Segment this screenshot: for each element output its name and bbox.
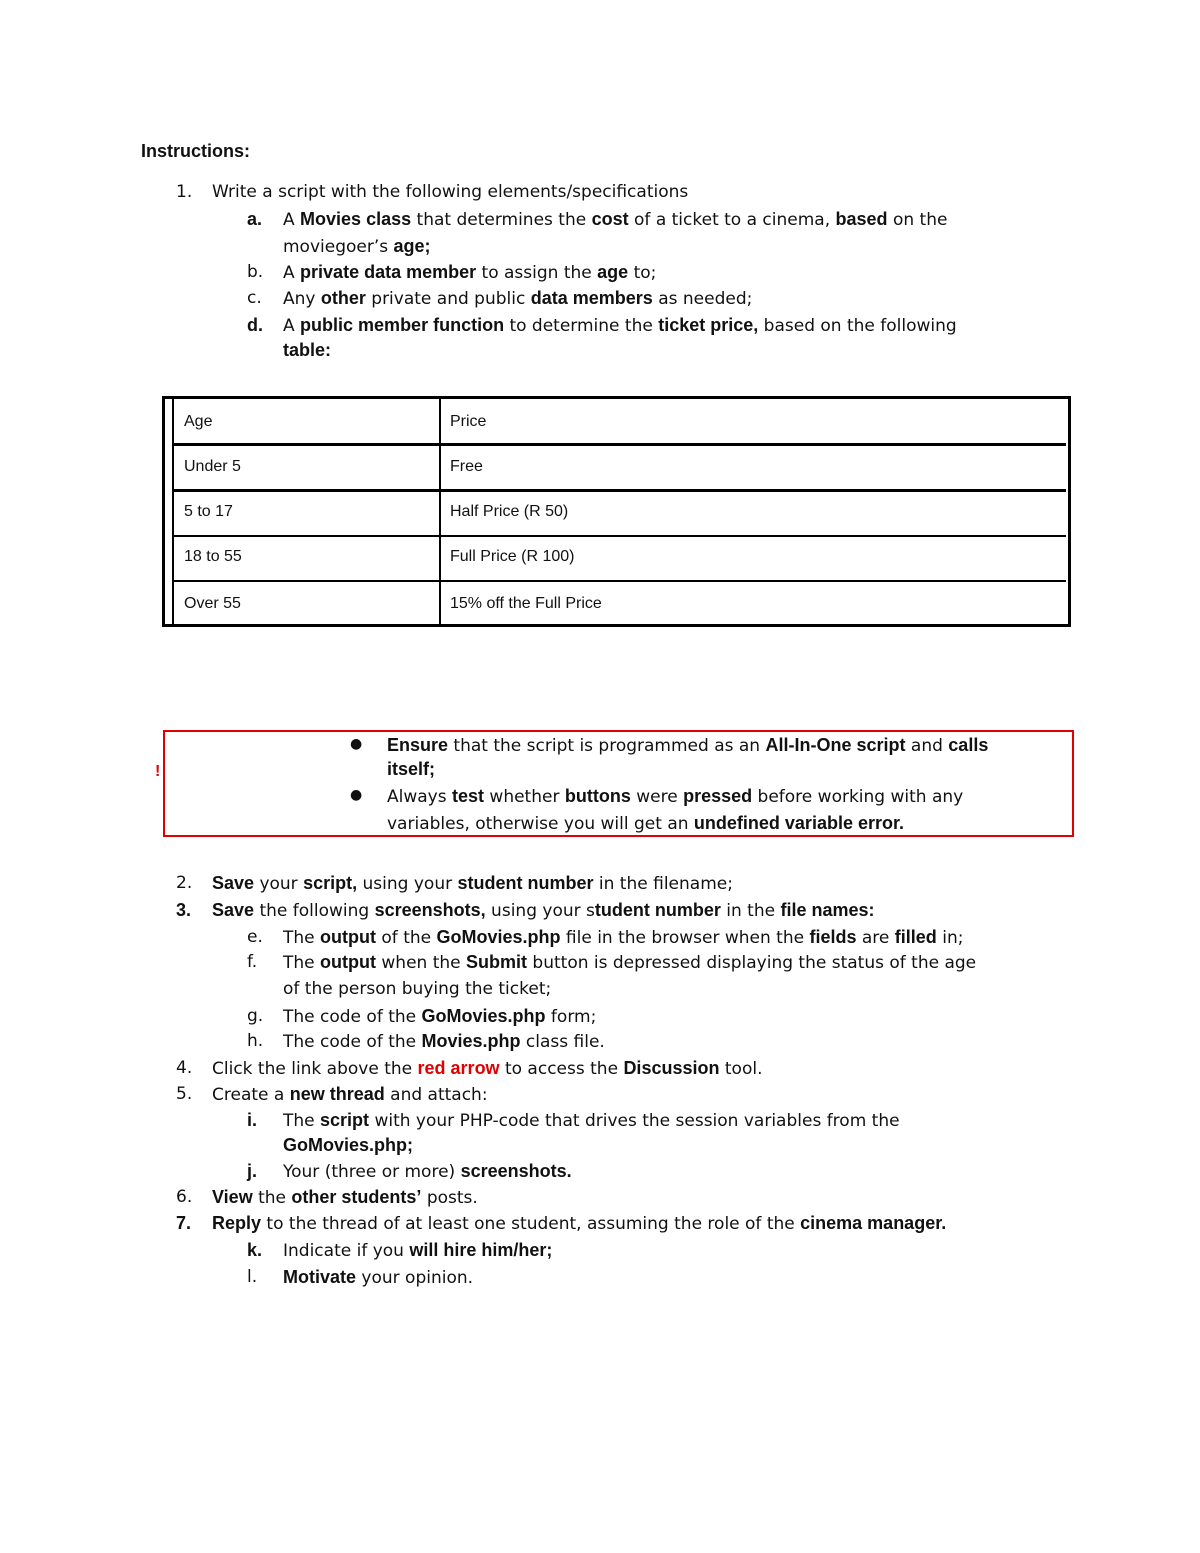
note-bullet-1: Ensure that the script is programmed as an All-In-One script and calls	[387, 735, 989, 756]
sub-item-d: A public member function to determine the ticket price, based on the following	[283, 315, 957, 336]
table-row-divider	[174, 443, 1066, 446]
table-row-divider	[174, 580, 1066, 582]
price-table	[162, 396, 1071, 627]
table-cell: Over 55	[184, 595, 241, 612]
item-5: Create a new thread and attach:	[212, 1084, 488, 1105]
item-number: 6.	[176, 1187, 193, 1207]
sub-item-f: The output when the Submit button is depressed displaying the status of the age	[283, 952, 977, 973]
sub-item-label: f.	[247, 952, 258, 972]
sub-item-label: a.	[247, 209, 263, 229]
note-bullet-1-continued: itself;	[387, 759, 436, 779]
table-row-divider	[174, 535, 1066, 537]
item-number: 7.	[176, 1213, 192, 1233]
sub-item-label: h.	[247, 1031, 264, 1051]
sub-item-label: e.	[247, 927, 263, 947]
item-number: 5.	[176, 1084, 193, 1104]
table-border	[172, 399, 174, 625]
item-number: 3.	[176, 900, 192, 920]
sub-item-j: Your (three or more) screenshots.	[283, 1161, 572, 1182]
sub-item-k: Indicate if you will hire him/her;	[283, 1240, 553, 1261]
table-cell: 18 to 55	[184, 548, 242, 565]
sub-item-label: d.	[247, 315, 263, 335]
table-cell: 5 to 17	[184, 503, 233, 520]
exclamation-icon: !	[155, 763, 161, 780]
table-cell: Free	[450, 458, 483, 475]
instructions-heading: Instructions:	[141, 141, 251, 161]
table-row-divider	[174, 489, 1066, 492]
sub-item-f-continued: of the person buying the ticket;	[283, 979, 552, 999]
table-header-age: Age	[184, 413, 213, 430]
table-cell: Half Price (R 50)	[450, 503, 569, 520]
item-text: Write a script with the following elements/specifications	[212, 182, 689, 202]
item-number: 4.	[176, 1058, 193, 1078]
table-header-price: Price	[450, 413, 487, 430]
sub-item-label: c.	[247, 288, 262, 308]
sub-item-label: k.	[247, 1240, 263, 1260]
item-6: View the other students’ posts.	[212, 1187, 478, 1208]
sub-item-label: i.	[247, 1110, 258, 1130]
sub-item-i-continued: GoMovies.php;	[283, 1135, 413, 1155]
item-2: Save your script, using your student number in the filename;	[212, 873, 733, 894]
item-7: Reply to the thread of at least one student, assuming the role of the cinema manager.	[212, 1213, 947, 1234]
table-cell: Under 5	[184, 458, 241, 475]
sub-item-e: The output of the GoMovies.php file in the browser when the fields are filled in;	[283, 927, 964, 948]
sub-item-i: The script with your PHP-code that drives the session variables from the	[283, 1110, 900, 1131]
item-number: 2.	[176, 873, 193, 893]
bullet-icon: ●	[350, 736, 363, 752]
item-4: Click the link above the red arrow to access the Discussion tool.	[212, 1058, 763, 1079]
table-column-divider	[439, 399, 441, 625]
table-cell: Full Price (R 100)	[450, 548, 575, 565]
note-bullet-2: Always test whether buttons were pressed before working with any	[387, 786, 964, 807]
table-cell: 15% off the Full Price	[450, 595, 602, 612]
note-bullet-2-continued: variables, otherwise you will get an undefined variable error.	[387, 813, 904, 834]
sub-item-b: A private data member to assign the age to;	[283, 262, 657, 283]
item-number: 1.	[176, 182, 193, 202]
item-3: Save the following screenshots, using your student number in the file names:	[212, 900, 875, 921]
sub-item-h: The code of the Movies.php class file.	[283, 1031, 605, 1052]
sub-item-c: Any other private and public data members as needed;	[283, 288, 753, 309]
sub-item-l: Motivate your opinion.	[283, 1267, 474, 1288]
sub-item-d-continued: table:	[283, 340, 332, 360]
sub-item-label: g.	[247, 1006, 264, 1026]
sub-item-label: b.	[247, 262, 264, 282]
sub-item-label: j.	[247, 1161, 258, 1181]
sub-item-g: The code of the GoMovies.php form;	[283, 1006, 597, 1027]
sub-item-label: l.	[247, 1267, 258, 1287]
sub-item-a-continued: moviegoer’s age;	[283, 236, 431, 257]
bullet-icon: ●	[350, 787, 363, 803]
sub-item-a: A Movies class that determines the cost of a ticket to a cinema, based on the	[283, 209, 948, 230]
